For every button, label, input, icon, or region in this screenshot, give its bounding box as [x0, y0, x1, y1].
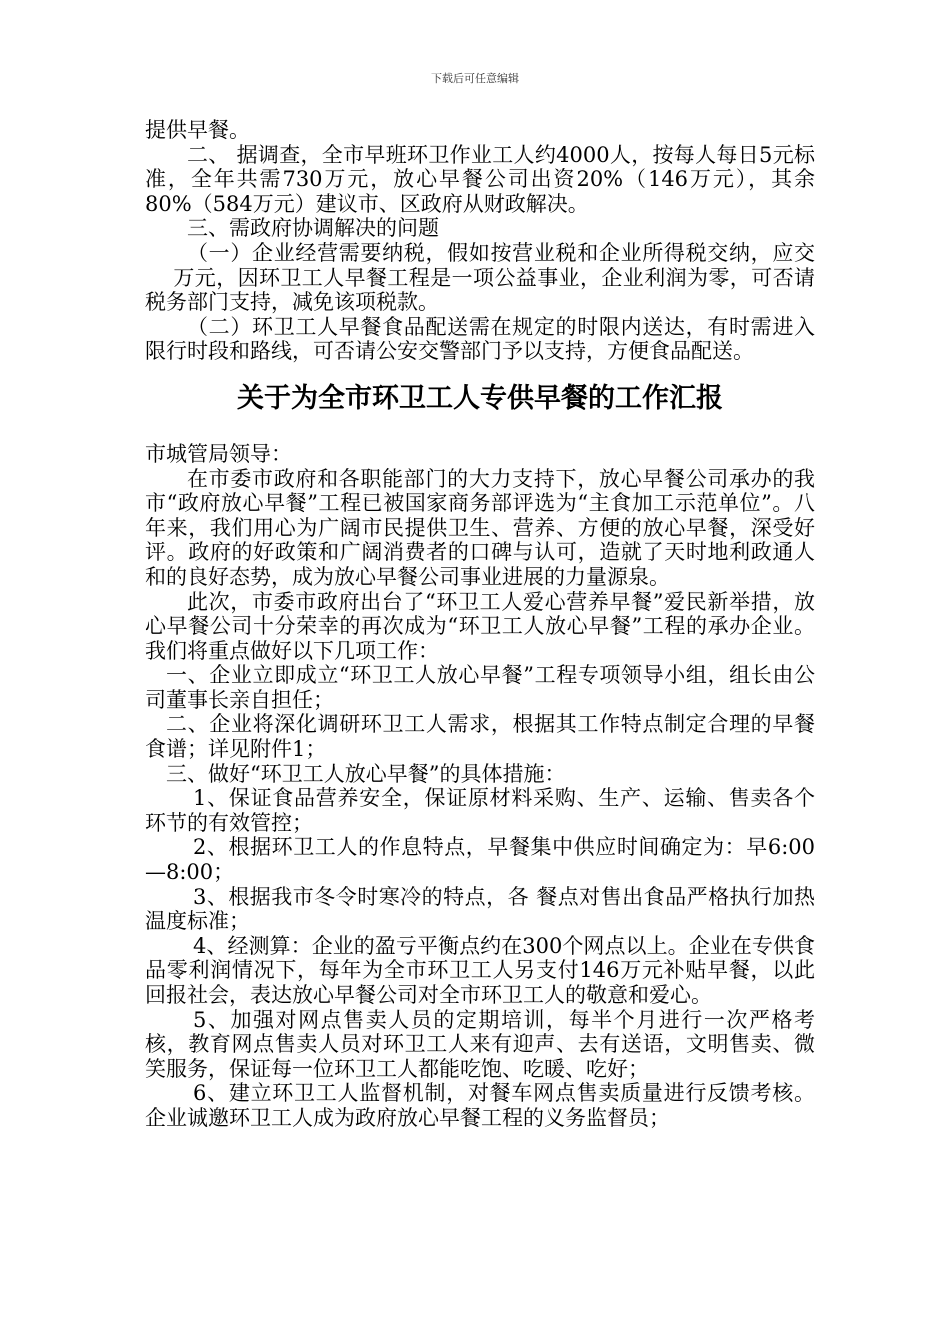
list-item: 5、加强对网点售卖人员的定期培训，每半个月进行一次严格考核，教育网点售卖人员对环卫工人来有迎声、去有送语，文明售卖、微笑服务，保证每一位环卫工人都能吃饱、吃暖、吃好； [145, 1007, 815, 1081]
paragraph: 此次，市委市政府出台了“环卫工人爱心营养早餐”爱民新举措，放心早餐公司十分荣幸的再次成为“环卫工人放心早餐”工程的承办企业。我们将重点做好以下几项工作： [145, 589, 815, 663]
list-item: 4、经测算：企业的盈亏平衡点约在300个网点以上。企业在专供食品零利润情况下，每年为全市环卫工人另支付146万元补贴早餐，以此回报社会，表达放心早餐公司对全市环卫工人的敬意和爱心。 [145, 933, 815, 1007]
paragraph: 三、需政府协调解决的问题 [187, 216, 439, 241]
paragraph: 在市委市政府和各职能部门的大力支持下，放心早餐公司承办的我市“政府放心早餐”工程已被国家商务部评选为“主食加工示范单位”。八年来，我们用心为广阔市民提供卫生、营养、方便的放心早餐，深受好评。政府的好政策和广阔消费者的口碑与认可，造就了天时地利政通人和的良好态势，成为放心早餐公司事业进展的力量源泉。 [145, 466, 815, 589]
paragraph: 提供早餐。 [145, 118, 250, 142]
document-body [145, 118, 815, 1131]
page-header: 下载后可任意编辑 [431, 72, 519, 85]
document-title: 关于为全市环卫工人专供早餐的工作汇报 [237, 382, 723, 414]
paragraph: 二、企业将深化调研环卫工人需求，根据其工作特点制定合理的早餐食谱；详见附件1； [145, 712, 815, 762]
paragraph: 一、企业立即成立“环卫工人放心早餐”工程专项领导小组，组长由公司董事长亲自担任； [145, 663, 815, 712]
list-item: 6、建立环卫工人监督机制，对餐车网点售卖质量进行反馈考核。企业诚邀环卫工人成为政府放心早餐工程的义务监督员； [145, 1081, 815, 1130]
list-item: 3、根据我市冬令时寒冷的特点，各 餐点对售出食品严格执行加热温度标准； [145, 884, 815, 934]
list-item: 2、根据环卫工人的作息特点，早餐集中供应时间确定为：早6:00—8:00； [145, 835, 815, 885]
list-item: 1、保证食品营养安全，保证原材料采购、生产、运输、售卖各个环节的有效管控； [145, 786, 815, 835]
paragraph: 二、 据调查，全市早班环卫作业工人约4000人，按每人每日5元标准，全年共需730万元，放心早餐公司出资20%（146万元），其余80%（584万元）建议市、区政府从财政解决。 [145, 142, 815, 216]
paragraph-text: 万元，因环卫工人早餐工程是一项公益事业，企业利润为零，可否请税务部门支持，减免该项税款。 [145, 265, 815, 315]
paragraph: 三、做好“环卫工人放心早餐”的具体措施： [166, 761, 566, 786]
paragraph: （二）环卫工人早餐食品配送需在规定的时限内送达，有时需进入限行时段和路线，可否请公安交警部门予以支持，方便食品配送。 [145, 314, 815, 364]
paragraph-text: （一）企业经营需要纳税，假如按营业税和企业所得税交纳，应交 [187, 240, 815, 265]
paragraph [145, 241, 815, 315]
salutation: 市城管局领导： [145, 441, 292, 466]
